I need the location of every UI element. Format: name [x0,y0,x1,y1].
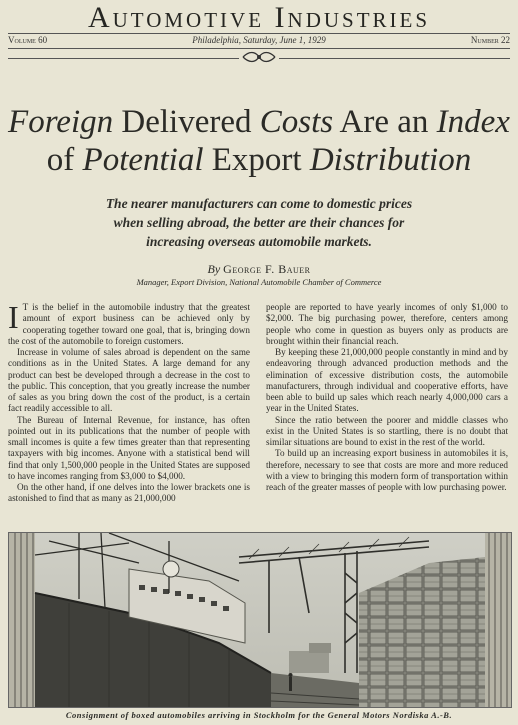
body-paragraph: To build up an increasing export business in automobiles it is, therefore, necessary to see that costs are more and more reduced with a view to bringing this modern form of transportation within reach of the greater masses of people with low purchasing power. [266,448,508,492]
body-paragraph: By keeping these 21,000,000 people constantly in mind and by endeavoring through advanced production methods and the elimination of excessive distribution costs, the automobile manufacturers, through individual and cooperative efforts, have been able to build up sales which reach nearly 4,000,000 cars a year in the United States. [266,347,508,414]
deck-line: increasing overseas automobile markets. [146,234,372,249]
headline-line-1 [0,103,518,141]
headline-word-index: Index [436,104,510,140]
byline [0,262,518,276]
byline-prefix: By [207,262,221,276]
body-column-right [266,302,508,493]
drop-cap: I [8,299,19,335]
photo-illustration [9,533,511,707]
issue-line [8,34,510,46]
headline-line-2 [0,141,518,179]
dateline: Philadelphia, Saturday, June 1, 1929 [192,35,326,45]
headline-word-export: Export [203,142,310,178]
body-paragraph: people are reported to have yearly incomes of only $1,000 to $2,000. The big purchasing power, therefore, centers among people who come in question as buyers only as products are brought within their financial reach. [266,302,508,346]
masthead-title: Automotive Industries [87,1,431,34]
body-paragraph: Increase in volume of sales abroad is dependent on the same conditions as in the United States. A large demand for any product can best be developed through a decrease in the cost to the public. This conception, that you greatly increase the number of sales as you bring down the cost of the product, is a certain fact readily accessible to all. [8,347,250,414]
headline-word-costs: Costs [259,104,334,140]
headline-word-are-an: Are an [333,104,437,140]
harbor-photograph [8,532,512,708]
body-paragraph: Since the ratio between the poorer and middle classes who exist in the United States is so startling, there is no doubt that similar situations are bound to exist in the rest of the world. [266,414,508,447]
body-paragraph: On the other hand, if one delves into the lower brackets one is astonished to find that as many as 21,000,000 [8,482,250,504]
headline-word-distribution: Distribution [309,142,472,178]
article-deck [60,194,458,251]
body-paragraph: The Bureau of Internal Revenue, for instance, has often pointed out in its publications that the number of people with small incomes is quite a few times greater than that representing taxpayers with big incomes. Anyone with a statistical bend will find that only 1,500,000 people in the United States are supposed to have incomes ranging from $3,000 to $4,000. [8,414,250,481]
volume-label: Volume 60 [8,35,48,45]
issue-number: Number 22 [470,35,510,45]
headline-word-of: of [46,142,83,178]
fleuron-ornament-icon [239,49,279,65]
headline-word-foreign: Foreign [8,104,114,140]
deck-line: when selling abroad, the better are their chances for [113,215,405,230]
photo-caption: Consignment of boxed automobiles arriving in Stockholm for the General Motors Nordiska A.-B. [65,710,453,720]
body-column-left [8,299,250,505]
headline-word-potential: Potential [82,142,204,178]
author-title: Manager, Export Division, National Automobile Chamber of Commerce [136,277,382,287]
paragraph-text: T is the belief in the automobile industry that the greatest amount of export business can be achieved only by cooperating together toward one goal, that is, bringing down the cost of the automobile to foreign customers. [8,302,250,346]
headline-word-delivered: Delivered [113,104,260,140]
body-paragraph [8,299,250,347]
deck-line: The nearer manufacturers can come to domestic prices [105,196,413,211]
author-name: George F. Bauer [223,262,311,276]
